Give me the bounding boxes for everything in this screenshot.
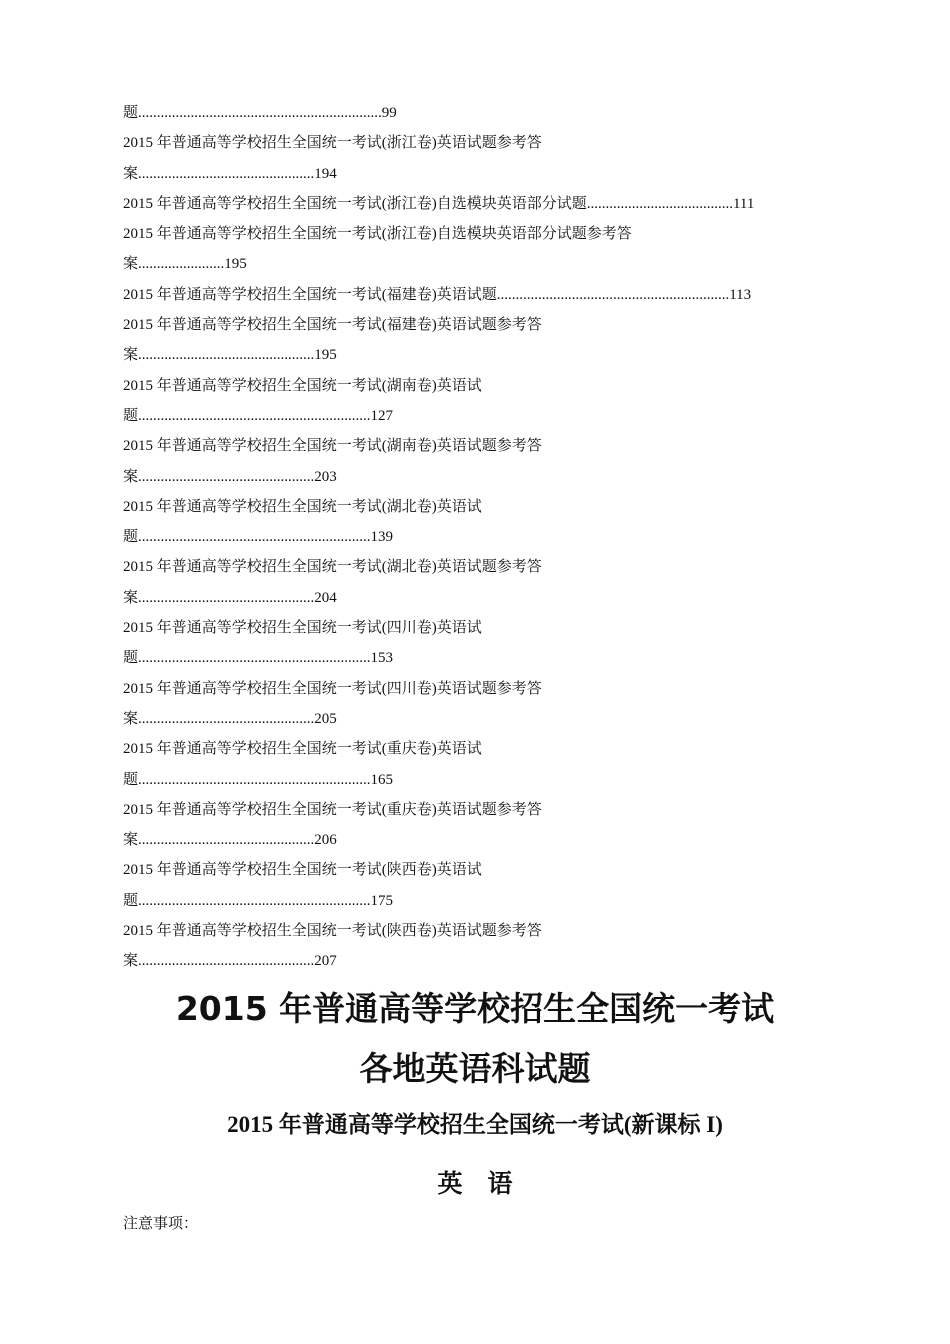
toc-line: 案...............................................205 [123, 710, 337, 727]
toc-line: 2015 年普通高等学校招生全国统一考试(浙江卷)英语试题参考答 [123, 135, 542, 152]
toc-line: 2015 年普通高等学校招生全国统一考试(浙江卷)自选模块英语部分试题参考答 [123, 226, 632, 243]
toc-line: 案...............................................194 [123, 165, 337, 182]
toc-line: 案...............................................206 [123, 832, 337, 849]
notes-label: 注意事项： [123, 1216, 199, 1232]
exam-subtitle: 2015 年普通高等学校招生全国统一考试(新课标 I) [227, 1112, 723, 1137]
toc-line: 案...............................................204 [123, 589, 337, 606]
toc-line: 2015 年普通高等学校招生全国统一考试(福建卷)英语试题参考答 [123, 317, 542, 334]
document-title-line-1: 2015 年普通高等学校招生全国统一考试 [175, 989, 775, 1028]
toc-line: 2015 年普通高等学校招生全国统一考试(陕西卷)英语试 [123, 862, 482, 879]
toc-line: 题.................................................................99 [123, 105, 397, 121]
toc-line: 题..............................................................127 [123, 407, 394, 424]
toc-line: 案...............................................203 [123, 468, 337, 485]
toc-line: 2015 年普通高等学校招生全国统一考试(四川卷)英语试 [123, 620, 482, 637]
toc-line: 2015 年普通高等学校招生全国统一考试(陕西卷)英语试题参考答 [123, 923, 542, 940]
toc-line: 2015 年普通高等学校招生全国统一考试(湖北卷)英语试 [123, 498, 482, 515]
toc-line: 2015 年普通高等学校招生全国统一考试(浙江卷)自选模块英语部分试题.......................................111 [123, 195, 755, 212]
toc-line: 案.......................195 [123, 256, 247, 273]
toc-line: 2015 年普通高等学校招生全国统一考试(湖南卷)英语试题参考答 [123, 438, 542, 455]
toc-line: 2015 年普通高等学校招生全国统一考试(湖北卷)英语试题参考答 [123, 559, 542, 576]
toc-line: 2015 年普通高等学校招生全国统一考试(四川卷)英语试题参考答 [123, 680, 542, 697]
toc-line: 2015 年普通高等学校招生全国统一考试(湖南卷)英语试 [123, 377, 482, 394]
toc-line: 题..............................................................165 [123, 771, 394, 788]
document-title-line-2: 各地英语科试题 [359, 1049, 591, 1088]
toc-line: 题..............................................................153 [123, 650, 394, 667]
toc-line: 案...............................................207 [123, 953, 337, 970]
toc-line: 2015 年普通高等学校招生全国统一考试(重庆卷)英语试题参考答 [123, 801, 542, 818]
toc-line: 案...............................................195 [123, 347, 337, 364]
subject-heading: 英 语 [437, 1169, 513, 1198]
toc-line: 题..............................................................139 [123, 529, 394, 546]
toc-line: 2015 年普通高等学校招生全国统一考试(重庆卷)英语试 [123, 741, 482, 758]
toc-line: 题..............................................................175 [123, 892, 394, 909]
table-of-contents [123, 98, 843, 977]
toc-line: 2015 年普通高等学校招生全国统一考试(福建卷)英语试题..............................................................113 [123, 286, 752, 303]
